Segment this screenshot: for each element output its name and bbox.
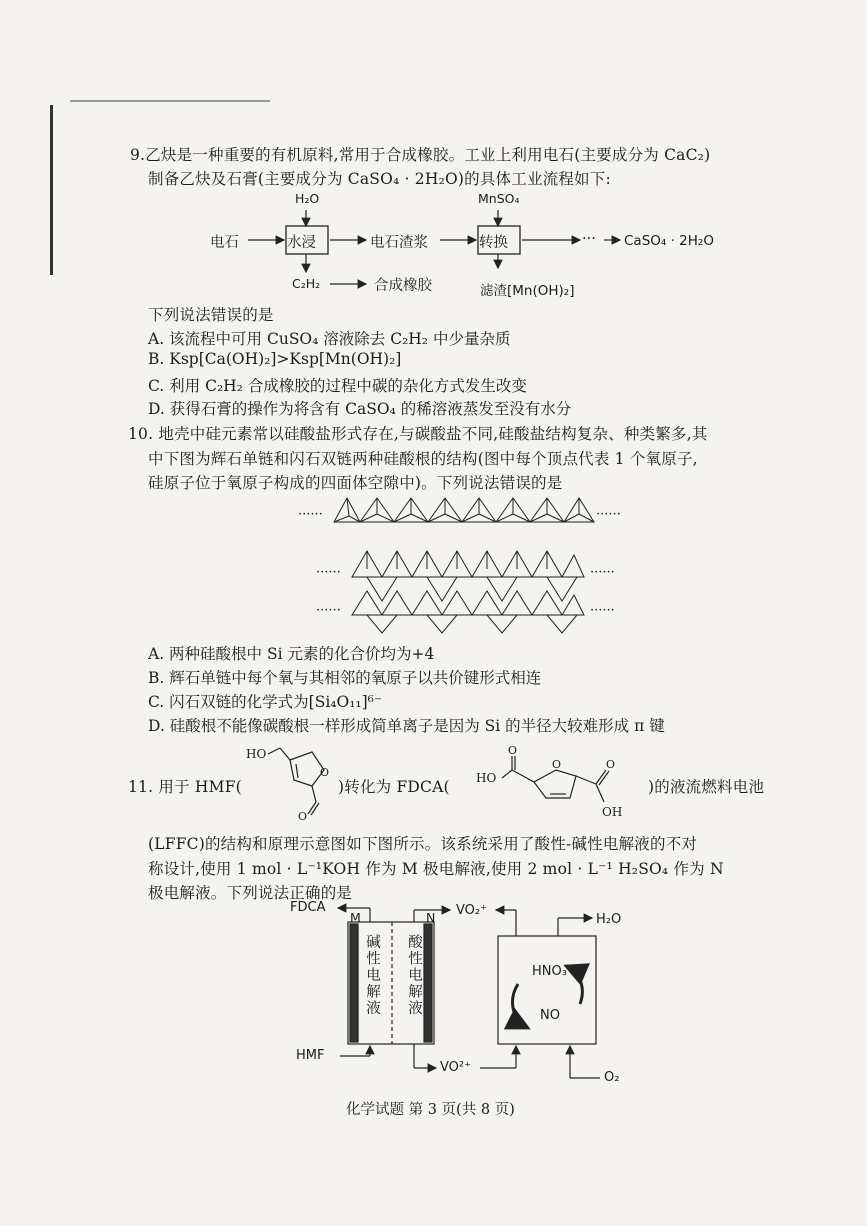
cell-hmf-in: HMF	[296, 1048, 325, 1063]
q10-stem-line1: 10. 地壳中硅元素常以硅酸盐形式存在,与碳酸盐不同,硅酸盐结构复杂、种类繁多,其	[128, 425, 708, 443]
cell-fdca-label: FDCA	[290, 900, 326, 915]
q10-stem-line2: 中下图为辉石单链和闪石双链两种硅酸根的结构(图中每个顶点代表 1 个氧原子,	[148, 450, 698, 468]
page-footer: 化学试题 第 3 页(共 8 页)	[346, 1102, 515, 1118]
hmf-aldehyde-o: O	[298, 810, 308, 820]
cell-n-electrode: N	[426, 910, 436, 925]
fdca-o-left: O	[508, 744, 518, 757]
q11-stem-part3: )的液流燃料电池	[648, 778, 765, 796]
q9-option-c: C. 利用 C₂H₂ 合成橡胶的过程中碳的杂化方式发生改变	[148, 377, 527, 395]
q10-option-c: C. 闪石双链的化学式为[Si₄O₁₁]⁶⁻	[148, 693, 383, 711]
q11-stem-line3: 称设计,使用 1 mol · L⁻¹KOH 作为 M 极电解液,使用 2 mol · L⁻¹ H₂SO₄ 作为 N	[148, 860, 724, 878]
cycle-hno3: HNO₃	[532, 964, 567, 979]
flow-h2o: H₂O	[295, 191, 320, 206]
q9-option-d: D. 获得石膏的操作为将含有 CaSO₄ 的稀溶液蒸发至没有水分	[148, 400, 572, 418]
hmf-ho-label: HO	[246, 747, 267, 761]
cell-m-electrode: M	[350, 910, 361, 925]
q9-stem-line2: 制备乙炔及石膏(主要成分为 CaSO₄ · 2H₂O)的具体工业流程如下:	[148, 170, 611, 188]
q11-stem-line4: 极电解液。下列说法正确的是	[148, 884, 353, 902]
cycle-no: NO	[540, 1008, 560, 1023]
flow-ellipsis: ···	[582, 231, 596, 247]
dots-single-left: ······	[298, 507, 323, 522]
q10-stem-line3: 硅原子位于氧原子构成的四面体空隙中)。下列说法错误的是	[148, 474, 563, 492]
scan-mark-line	[70, 100, 270, 102]
dots-double-right-bottom: ······	[590, 603, 615, 618]
fdca-ring-o: O	[552, 758, 562, 771]
fdca-o-right: O	[606, 758, 616, 771]
q10-option-d: D. 硅酸根不能像碳酸根一样形成简单离子是因为 Si 的半径大较难形成 π 键	[148, 717, 665, 735]
hmf-structure	[236, 742, 336, 820]
cell-o2-in: O₂	[604, 1070, 620, 1085]
dots-single-right: ······	[596, 507, 621, 522]
q10-option-a: A. 两种硅酸根中 Si 元素的化合价均为+4	[148, 645, 435, 663]
dots-double-left-top: ······	[316, 565, 341, 580]
amphibole-double-chain	[348, 545, 588, 635]
fdca-ho-label: HO	[476, 771, 497, 785]
scan-left-bar	[50, 105, 53, 275]
flow-zhuanhuan-box: 转换	[479, 235, 508, 251]
flow-dianshi: 电石	[210, 235, 239, 251]
flow-gypsum: CaSO₄ · 2H₂O	[624, 233, 714, 249]
flow-c2h2: C₂H₂	[292, 276, 321, 291]
flow-shuijin-box: 水浸	[287, 235, 316, 251]
q11-stem-part1: 11. 用于 HMF(	[128, 778, 242, 796]
fdca-oh-label: OH	[602, 805, 623, 819]
q11-stem-part2: )转化为 FDCA(	[338, 778, 450, 796]
cell-h2o-out: H₂O	[596, 912, 622, 927]
cell-basic-electrolyte: 碱性电解液	[364, 934, 380, 1017]
cell-vo2plus-top: VO₂⁺	[456, 903, 487, 918]
dots-double-right-top: ······	[590, 565, 615, 580]
flow-xiangjiao: 合成橡胶	[374, 278, 432, 294]
flow-lvzha: 滤渣[Mn(OH)₂]	[480, 283, 575, 299]
pyroxene-single-chain	[330, 492, 600, 534]
fdca-structure	[474, 742, 644, 822]
flow-mnso4: MnSO₄	[478, 191, 520, 206]
flow-zhajiang: 电石渣浆	[370, 235, 428, 251]
q9-option-b: B. Ksp[Ca(OH)₂]>Ksp[Mn(OH)₂]	[148, 350, 402, 368]
dots-double-left-bottom: ······	[316, 603, 341, 618]
q11-stem-line2: (LFFC)的结构和原理示意图如下图所示。该系统采用了酸性-碱性电解液的不对	[148, 835, 698, 853]
hmf-ring-o: O	[320, 766, 330, 779]
q9-option-a: A. 该流程中可用 CuSO₄ 溶液除去 C₂H₂ 中少量杂质	[148, 330, 511, 348]
q9-question: 下列说法错误的是	[148, 306, 274, 324]
cell-acidic-electrolyte: 酸性电解液	[406, 934, 422, 1017]
cell-vo2plus-bottom: VO²⁺	[440, 1060, 471, 1075]
q10-option-b: B. 辉石单链中每个氧与其相邻的氧原子以共价键形式相连	[148, 669, 542, 687]
q9-stem-line1: 9.乙炔是一种重要的有机原料,常用于合成橡胶。工业上利用电石(主要成分为 CaC₂)	[130, 146, 711, 164]
